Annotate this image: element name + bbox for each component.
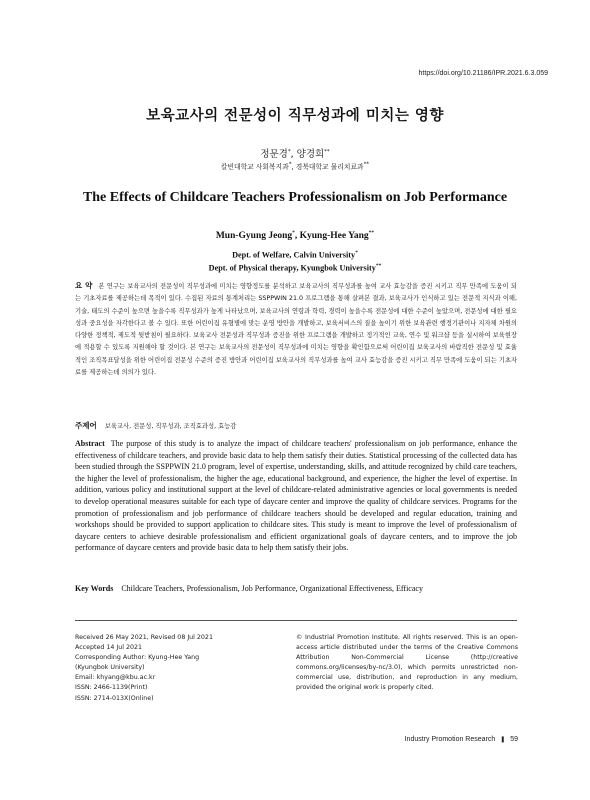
english-affiliation-1 [0,250,590,260]
korean-author-separator: , [290,149,297,160]
corresponding-affiliation-line: (Kyungbok University) [75,664,145,672]
korean-keywords-text: 보육교사, 전문성, 직무성과, 조직효과성, 효능감 [104,423,237,430]
page-number: 59 [510,736,518,743]
received-line: Received 26 May 2021, Revised 08 Jul 2021 [75,634,213,641]
accepted-line: Accepted 14 Jul 2021 [75,644,142,652]
english-keywords-label: Key Words [75,584,114,593]
korean-affiliation-separator: , [291,163,296,171]
korean-author-1: 정문경 [260,149,288,160]
korean-affiliation-2-mark: ** [363,161,370,168]
english-affiliation-1-mark: * [355,250,358,256]
english-abstract-text: The purpose of this study is to analyze the impact of childcare teachers' professionalism on job performance, enhance the effectiveness of childcare teachers, and provide basic data to help them satisfy their duties. Statistical processing of the collected data has been studied through the SSPPWIN 21.0 program, level of expertise, understanding, skills, and attitude recognized by child care teachers, the higher the level of professionalism, the higher the age, educational background, and experience, the higher the level of expertise. In addition, various policy and institutional support at the level of childcare-related administrative agencies or local governments is needed to develop operational measures suitable for each type of daycare center and improve the quality of childcare services. Programs for the promotion of professionalism and job performance of childcare teachers should be developed and regular education, training and workshops should be provided to support application to childcare sites. This study is meant to improve the level of professionalism of daycare centers to achieve desirable professionalism and efficient organizational goals of daycare centers, and to improve the job performance of daycare centers and provide basic data to help them satisfy their jobs. [75,439,517,553]
english-author-2-mark: ** [368,230,375,236]
korean-affiliation-1-mark: * [288,161,292,168]
corresponding-author-line: Corresponding Author: Kyung-Hee Yang [75,654,200,662]
english-abstract-label: Abstract [75,439,105,448]
email-line[interactable]: Email: khyang@kbu.ac.kr [75,674,156,682]
english-author-separator: , [294,231,300,242]
journal-name: Industry Promotion Research [404,736,496,743]
doi-link[interactable]: https://doi.org/10.21186/IPR.2021.6.3.059 [418,70,548,77]
korean-title: 보육교사의 전문성이 직무성과에 미치는 영향 [146,108,444,124]
english-abstract [75,438,517,554]
korean-keywords-label: 주제어 [75,421,97,430]
english-author-1: Mun-Gyung Jeong [215,231,293,242]
english-affiliation-2-mark: ** [375,263,382,269]
english-affiliation-2-text: Dept. of Physical therapy, Kyungbok University [208,263,376,273]
korean-abstract [75,280,517,379]
footnote-divider [75,620,517,621]
page-footer [405,736,518,743]
korean-author-2-mark: ** [324,148,330,155]
korean-affiliation-1: 칼빈대학교 사회복지과 [220,163,289,171]
english-author-1-mark: * [292,230,295,236]
license-notice: © Industrial Promotion Institute. All rights reserved. This is an open-access article distributed under the terms of the Creative Commons Attribution Non-Commercial License (http://creative commons.org/licenses/by-nc/3.0), which permits unrestricted non-commercial use, distribution, and reproduction in any medium, provided the original work is properly cited. [296,634,518,692]
english-title: The Effects of Childcare Teachers Professionalism on Job Performance [82,190,508,205]
korean-author-2: 양경희 [296,149,325,160]
english-affiliation-2 [0,263,590,273]
korean-authors [0,146,590,160]
issn-print-line: ISSN: 2466-1139(Print) [75,684,148,692]
english-keywords-text: Childcare Teachers, Professionalism, Job Performance, Organizational Effectiveness, Efficacy [121,584,423,593]
english-authors [0,230,590,241]
issn-online-line: ISSN: 2714-013X(Online) [75,694,154,702]
english-keywords [75,584,423,593]
english-affiliation-1-text: Dept. of Welfare, Calvin University [232,250,356,260]
korean-affiliation-2: 경북대학교 물리치료과 [295,163,364,171]
korean-affiliations [0,161,590,171]
korean-author-1-mark: * [287,148,291,155]
korean-abstract-text: 본 연구는 보육교사의 전문성이 직무성과에 미치는 영향정도를 분석하고 보육교사의 직무성과를 높여 교사 효능감을 증진 시키고 직무 만족에 도움이 되는 기초자료를 제공하는데 목적이 있다. 수집된 자료의 통계처리는 SSPPWIN 21.0 프로그램을 통해 살펴본 결과, 보육교사가 인식하고 있는 전문적 지식과 이해, 기술, 태도의 수준이 높으면 높을수록 직무성과가 높게 나타났으며, 보육교사의 연령과 학력, 경력이 높을수록 전문성에 대한 수준이 높았으며, 전문성에 대한 필요성과 중요성을 자각한다고 볼 수 있다. 또한 어린이집 유형별에 맞는 운영 방안을 개발하고, 보육서비스의 질을 높이기 위한 보육관련 행정기관이나 지자체 차원의 다양한 정책적, 제도적 뒷받침이 필요하다. 보육교사 전문성과 직무성과 증진을 위한 프로그램을 개발하고 정기적인 교육, 연수 및 워크샵 등을 실시하여 보육현장에 적용할 수 있도록 지원해야 할 것이다. 본 연구는 보육교사의 전문성이 직무성과에 미치는 영향을 확인함으로써 어린이집 보육교사의 바람직한 전문성 및 효율적인 조직목표달성을 위한 어린이집 전문성 수준의 증진 방안과 어린이집 보육교사의 직무성과를 높여 교사 효능감을 증진 시키고 직무 만족에 도움이 되는 기초자료를 제공하는데 의의가 있다. [75,283,517,377]
korean-keywords [75,420,236,431]
english-author-2: Kyung-Hee Yang [299,231,369,242]
korean-abstract-label: 요 약 [75,281,93,290]
article-history [75,633,285,704]
footer-separator: ❚ [500,737,506,743]
